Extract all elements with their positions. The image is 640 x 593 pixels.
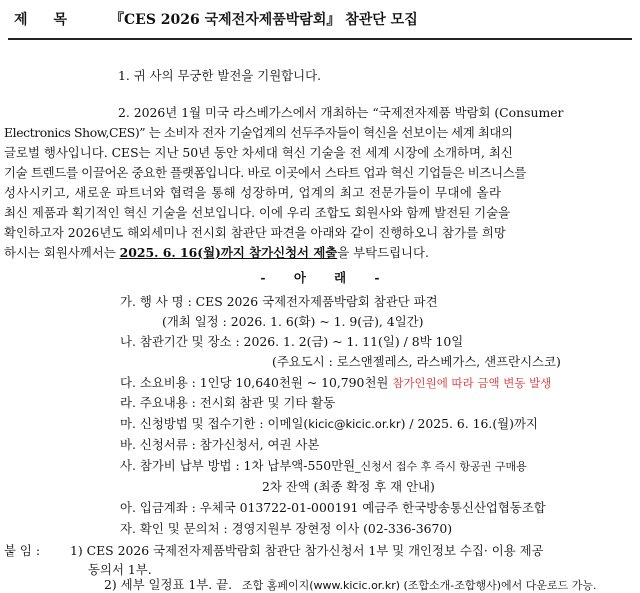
item-sa-text: 사. 참가비 납부 방법 : 1차 납부액-550만원 [120, 458, 356, 473]
body-line-1: 2. 2026년 1월 미국 라스베가스에서 개최하는 “국제전자제품 박람회 (Consumer [118, 105, 564, 120]
document-title: 『CES 2026 국제전자제품박람회』 참관단 모집 [110, 12, 418, 28]
body-line-5: 성사시키고, 새로운 파트너와 협력을 통해 성장하며, 업계의 최고 전문가들이 무대에 올라 [4, 185, 502, 200]
item-da-text: 다. 소요비용 : 1인당 10,640천원 ~ 10,790천원 [120, 375, 389, 390]
greeting-paragraph: 1. 귀 사의 무궁한 발전을 기원합니다. [118, 68, 322, 83]
item-sa-sub: 2차 잔액 (최종 확정 후 재 안내) [262, 479, 435, 494]
item-ma [120, 414, 538, 432]
attachment-item-2-text: 2) 세부 일정표 1부. 끝. [104, 577, 233, 592]
body-line-7: 확인하고자 2026년도 해외세미나 전시회 참관단 파견을 아래와 같이 진행하오니 참가를 희망 [4, 225, 506, 240]
attachment-item-1-cont: 동의서 1부. [88, 562, 152, 577]
attachment-item-1: 1) CES 2026 국제전자제품박람회 참관단 참가신청서 1부 및 개인정보 수집· 이용 제공 [70, 543, 544, 558]
deadline-highlight: 2025. 6. 16(월)까지 참가신청서 제출 [119, 245, 338, 260]
item-ma-suffix: ) / 2025. 6. 16.(월)까지 [400, 416, 538, 431]
item-ga: 가. 행 사 명 : CES 2026 국제전자제품박람회 참관단 파견 [120, 294, 438, 309]
subject-label: 제목 [14, 12, 94, 28]
body-line-3: 글로벌 행사입니다. CES는 지난 50년 동안 차세대 혁신 기술을 전 세계 시장에 소개하며, 최신 [4, 145, 513, 160]
body-line-4: 기술 트렌드를 이끌어온 중요한 플랫폼입니다. 바로 이곳에서 스타트 업과 혁신 기업들은 비즈니스를 [4, 165, 527, 180]
item-a: 아. 입금계좌 : 우체국 013722-01-000191 예금주 한국방송통신산업협동조합 [120, 500, 546, 515]
body-line-6: 최신 제품과 획기적인 혁신 기술을 선보입니다. 이에 우리 조합도 회원사와 함께 발전된 기술을 [4, 205, 511, 220]
item-ba: 바. 신청서류 : 참가신청서, 여권 사본 [120, 437, 320, 452]
contact-email: kicic@kicic.or.kr [308, 417, 401, 431]
body-line-8-suffix: 을 부탁드립니다. [337, 245, 429, 260]
title-rule [8, 38, 632, 40]
item-da [120, 373, 551, 391]
body-line-8-prefix: 하시는 회원사께서는 [4, 245, 120, 260]
item-ra: 라. 주요내용 : 전시회 참관 및 기타 활동 [120, 395, 336, 410]
attachment-item-2 [104, 575, 597, 593]
item-na: 나. 참관기간 및 장소 : 2026. 1. 2(금) ~ 1. 11(일) / 8박 10일 [120, 334, 464, 349]
attachment-label: 붙 임 : [4, 543, 40, 558]
download-note: 조합 홈페이지(www.kicic.or.kr) (조합소개-조합행사)에서 다운로드 가능. [241, 579, 597, 592]
payment-note: _신청서 접수 후 즉시 항공권 구매용 [355, 460, 527, 473]
item-ma-prefix: 마. 신청방법 및 접수기한 : 이메일( [120, 416, 309, 431]
item-ga-sub: (개최 일정 : 2026. 1. 6(화) ~ 1. 9(금), 4일간) [162, 314, 424, 329]
item-na-sub: (주요도시 : 로스앤젤레스, 라스베가스, 샌프란시스코) [272, 354, 561, 369]
item-sa [120, 456, 527, 474]
notice-heading: - 아 래 - [260, 270, 380, 285]
cost-variance-note: 참가인원에 따라 금액 변동 발생 [392, 376, 552, 390]
body-line-2: Electronics Show,CES)” 는 소비자 전자 기술업계의 선두주자들이 혁신을 선보이는 세계 최대의 [4, 125, 513, 140]
item-ja: 자. 확인 및 문의처 : 경영지원부 장현정 이사 (02-336-3670) [120, 521, 453, 536]
title-row [0, 0, 640, 40]
body-line-8 [4, 243, 429, 261]
